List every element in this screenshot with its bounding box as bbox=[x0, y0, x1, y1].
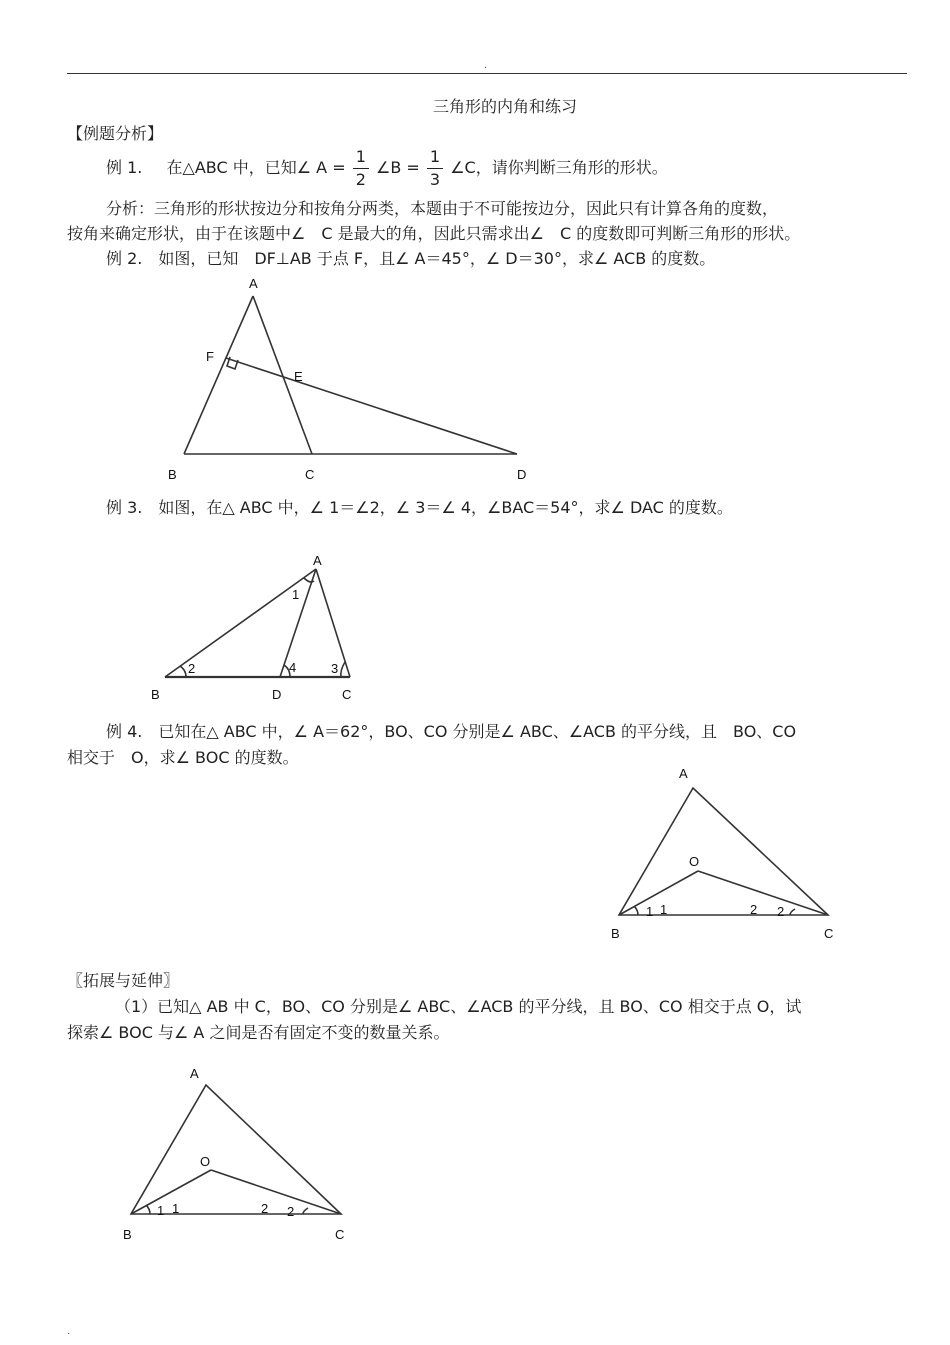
angle-label-1b: 1 bbox=[172, 1201, 180, 1216]
example-1-text-c: ∠C，请你判断三角形的形状。 bbox=[450, 158, 668, 177]
angle-label-2a: 2 bbox=[750, 902, 758, 917]
label-d: D bbox=[517, 467, 527, 482]
angle-arc-b bbox=[146, 1205, 150, 1214]
bisector-co bbox=[211, 1170, 341, 1214]
label-a: A bbox=[679, 766, 688, 781]
example-4-figure bbox=[600, 760, 850, 950]
example-4-line-2: 相交于 O，求∠ BOC 的度数。 bbox=[67, 748, 299, 767]
label-a: A bbox=[249, 276, 258, 291]
example-3-figure bbox=[140, 548, 380, 708]
triangle-abc bbox=[131, 1085, 341, 1214]
label-b: B bbox=[168, 467, 177, 482]
angle-label-2a: 2 bbox=[261, 1201, 269, 1216]
angle-arc-c bbox=[790, 909, 795, 915]
angle-label-1b: 1 bbox=[660, 902, 668, 917]
bisector-bo bbox=[619, 871, 698, 915]
label-c: C bbox=[305, 467, 315, 482]
fraction-third: $\frac{1}{3}$ bbox=[427, 149, 443, 188]
extension-figure bbox=[110, 1060, 370, 1250]
angle-arc-c bbox=[303, 1208, 308, 1214]
label-o: O bbox=[689, 854, 700, 869]
side-ab bbox=[184, 296, 253, 454]
example-1-text-a: 在△ABC 中，已知∠ A = bbox=[166, 158, 346, 177]
label-a: A bbox=[313, 553, 322, 568]
label-c: C bbox=[342, 687, 352, 702]
label-a: A bbox=[190, 1066, 199, 1081]
label-b: B bbox=[151, 687, 160, 702]
label-o: O bbox=[200, 1154, 211, 1169]
example-4-line-1: 例 4. 已知在△ ABC 中，∠ A＝62°，BO、CO 分别是∠ ABC、∠ACB 的平分线，且 BO、CO bbox=[106, 722, 797, 741]
angle-label-3: 3 bbox=[331, 661, 339, 676]
label-c: C bbox=[824, 926, 834, 941]
example-2-figure bbox=[150, 270, 550, 490]
angle-label-4: 4 bbox=[289, 660, 297, 675]
angle-label-2b: 2 bbox=[287, 1204, 295, 1219]
right-angle-mark bbox=[227, 357, 238, 369]
extension-line-2: 探索∠ BOC 与∠ A 之间是否有固定不变的数量关系。 bbox=[67, 1023, 450, 1042]
fraction-half: $\frac{1}{2}$ bbox=[353, 149, 369, 188]
label-f: F bbox=[206, 349, 214, 364]
example-1 bbox=[106, 146, 668, 190]
example-3-text: 例 3. 如图，在△ ABC 中，∠ 1＝∠2，∠ 3＝∠ 4，∠BAC＝54°，求∠ DAC 的度数。 bbox=[106, 498, 733, 517]
section-heading-extension: 〖拓展与延伸〗 bbox=[67, 971, 180, 990]
triangle-abc bbox=[619, 788, 828, 915]
extension-line-1: （1）已知△ AB 中 C，BO、CO 分别是∠ ABC、∠ACB 的平分线，且 BO、CO 相交于点 O，试 bbox=[115, 997, 802, 1016]
angle-label-2b: 2 bbox=[777, 904, 785, 919]
example-1-text-b: ∠B = bbox=[376, 158, 420, 177]
page-title: 三角形的内角和练习 bbox=[432, 97, 577, 116]
angle-label-1a: 1 bbox=[646, 904, 654, 919]
angle-label-1a: 1 bbox=[157, 1203, 165, 1218]
analysis-line-1: 分析：三角形的形状按边分和按角分两类，本题由于不可能按边分，因此只有计算各角的度数， bbox=[106, 199, 779, 218]
angle-arc-3 bbox=[341, 662, 345, 677]
footer-dot: . bbox=[67, 1326, 71, 1337]
example-1-label: 例 1. bbox=[106, 158, 143, 177]
label-b: B bbox=[123, 1227, 132, 1242]
angle-arc-b bbox=[634, 906, 638, 915]
header-dot: . bbox=[484, 60, 488, 71]
label-b: B bbox=[611, 926, 620, 941]
section-heading-examples: 【例题分析】 bbox=[67, 124, 164, 143]
label-d: D bbox=[272, 687, 282, 702]
angle-label-1: 1 bbox=[292, 587, 300, 602]
angle-arc-2 bbox=[180, 666, 186, 677]
example-2-text: 例 2. 如图，已知 DF⊥AB 于点 F，且∠ A＝45°，∠ D＝30°，求∠ ACB 的度数。 bbox=[106, 249, 716, 268]
analysis-line-2: 按角来确定形状，由于在该题中∠ C 是最大的角，因此只需求出∠ C 的度数即可判断三角形的形状。 bbox=[67, 224, 801, 243]
angle-label-2: 2 bbox=[188, 661, 196, 676]
side-ac bbox=[253, 296, 312, 454]
label-e: E bbox=[294, 369, 303, 384]
segment-ad bbox=[280, 569, 316, 677]
bisector-co bbox=[698, 871, 828, 915]
segment-fd bbox=[226, 358, 517, 454]
header-rule bbox=[67, 73, 907, 74]
label-c: C bbox=[335, 1227, 345, 1242]
